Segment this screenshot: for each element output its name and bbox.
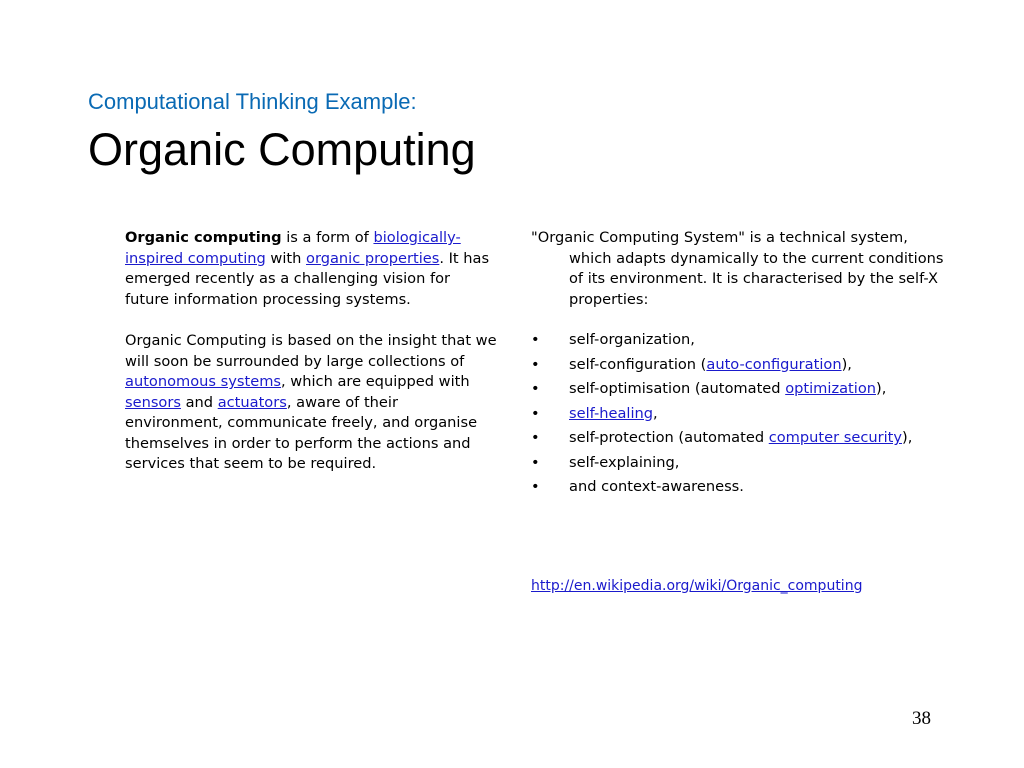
- biologically-inspired-computing-link[interactable]: biologically-inspired computing: [125, 229, 461, 267]
- organic-properties-link[interactable]: organic properties: [306, 249, 440, 267]
- self-x-properties-list: [531, 330, 951, 498]
- list-item: • self-optimisation (automated optimization),: [531, 379, 951, 400]
- auto-configuration-link[interactable]: auto-configuration: [706, 355, 842, 373]
- slide-title: Organic Computing: [88, 124, 476, 175]
- list-item: • self-explaining,: [531, 453, 951, 474]
- left-column: [125, 228, 497, 475]
- bullet-icon: •: [531, 380, 540, 397]
- actuators-link[interactable]: actuators: [217, 393, 287, 411]
- bullet-icon: •: [531, 355, 540, 373]
- list-item: • self-healing,: [531, 404, 951, 425]
- bullet-icon: •: [531, 478, 540, 495]
- bullet-icon: •: [531, 429, 540, 446]
- organic-computing-term: Organic computing: [125, 229, 282, 246]
- computer-security-link[interactable]: computer security: [768, 429, 903, 446]
- definition-paragraph: Organic computing is a form of biologically-inspired computing with organic properties. It has emerged recently as a challenging vision for future information processing systems.: [125, 229, 490, 308]
- page-number: 38: [912, 708, 931, 729]
- wikipedia-source-link[interactable]: http://en.wikipedia.org/wiki/Organic_computing: [531, 577, 863, 594]
- bullet-icon: •: [531, 331, 540, 348]
- list-item: • self-protection (automated computer security),: [531, 428, 951, 449]
- right-column: [531, 228, 951, 596]
- bullet-icon: •: [531, 404, 540, 422]
- autonomous-systems-link[interactable]: autonomous systems: [125, 373, 282, 390]
- list-item: • self-organization,: [531, 330, 951, 351]
- sensors-link[interactable]: sensors: [125, 393, 181, 411]
- list-item: • and context-awareness.: [531, 477, 951, 498]
- optimization-link[interactable]: optimization: [785, 380, 877, 397]
- slide-subtitle: Computational Thinking Example:: [88, 89, 417, 114]
- list-item: • self-configuration (auto-configuration),: [531, 355, 951, 376]
- bullet-icon: •: [531, 453, 540, 471]
- system-definition-paragraph: "Organic Computing System" is a technical system, which adapts dynamically to the current conditions of its environment. It is characterised by the self-X properties:: [531, 229, 944, 308]
- insight-paragraph: Organic Computing is based on the insight that we will soon be surrounded by large collections of autonomous systems, which are equipped with sensors and actuators, aware of their environment, communicate freely, and organise themselves in order to perform the actions and services that seem to be required.: [125, 332, 497, 472]
- self-healing-link[interactable]: self-healing: [569, 404, 654, 422]
